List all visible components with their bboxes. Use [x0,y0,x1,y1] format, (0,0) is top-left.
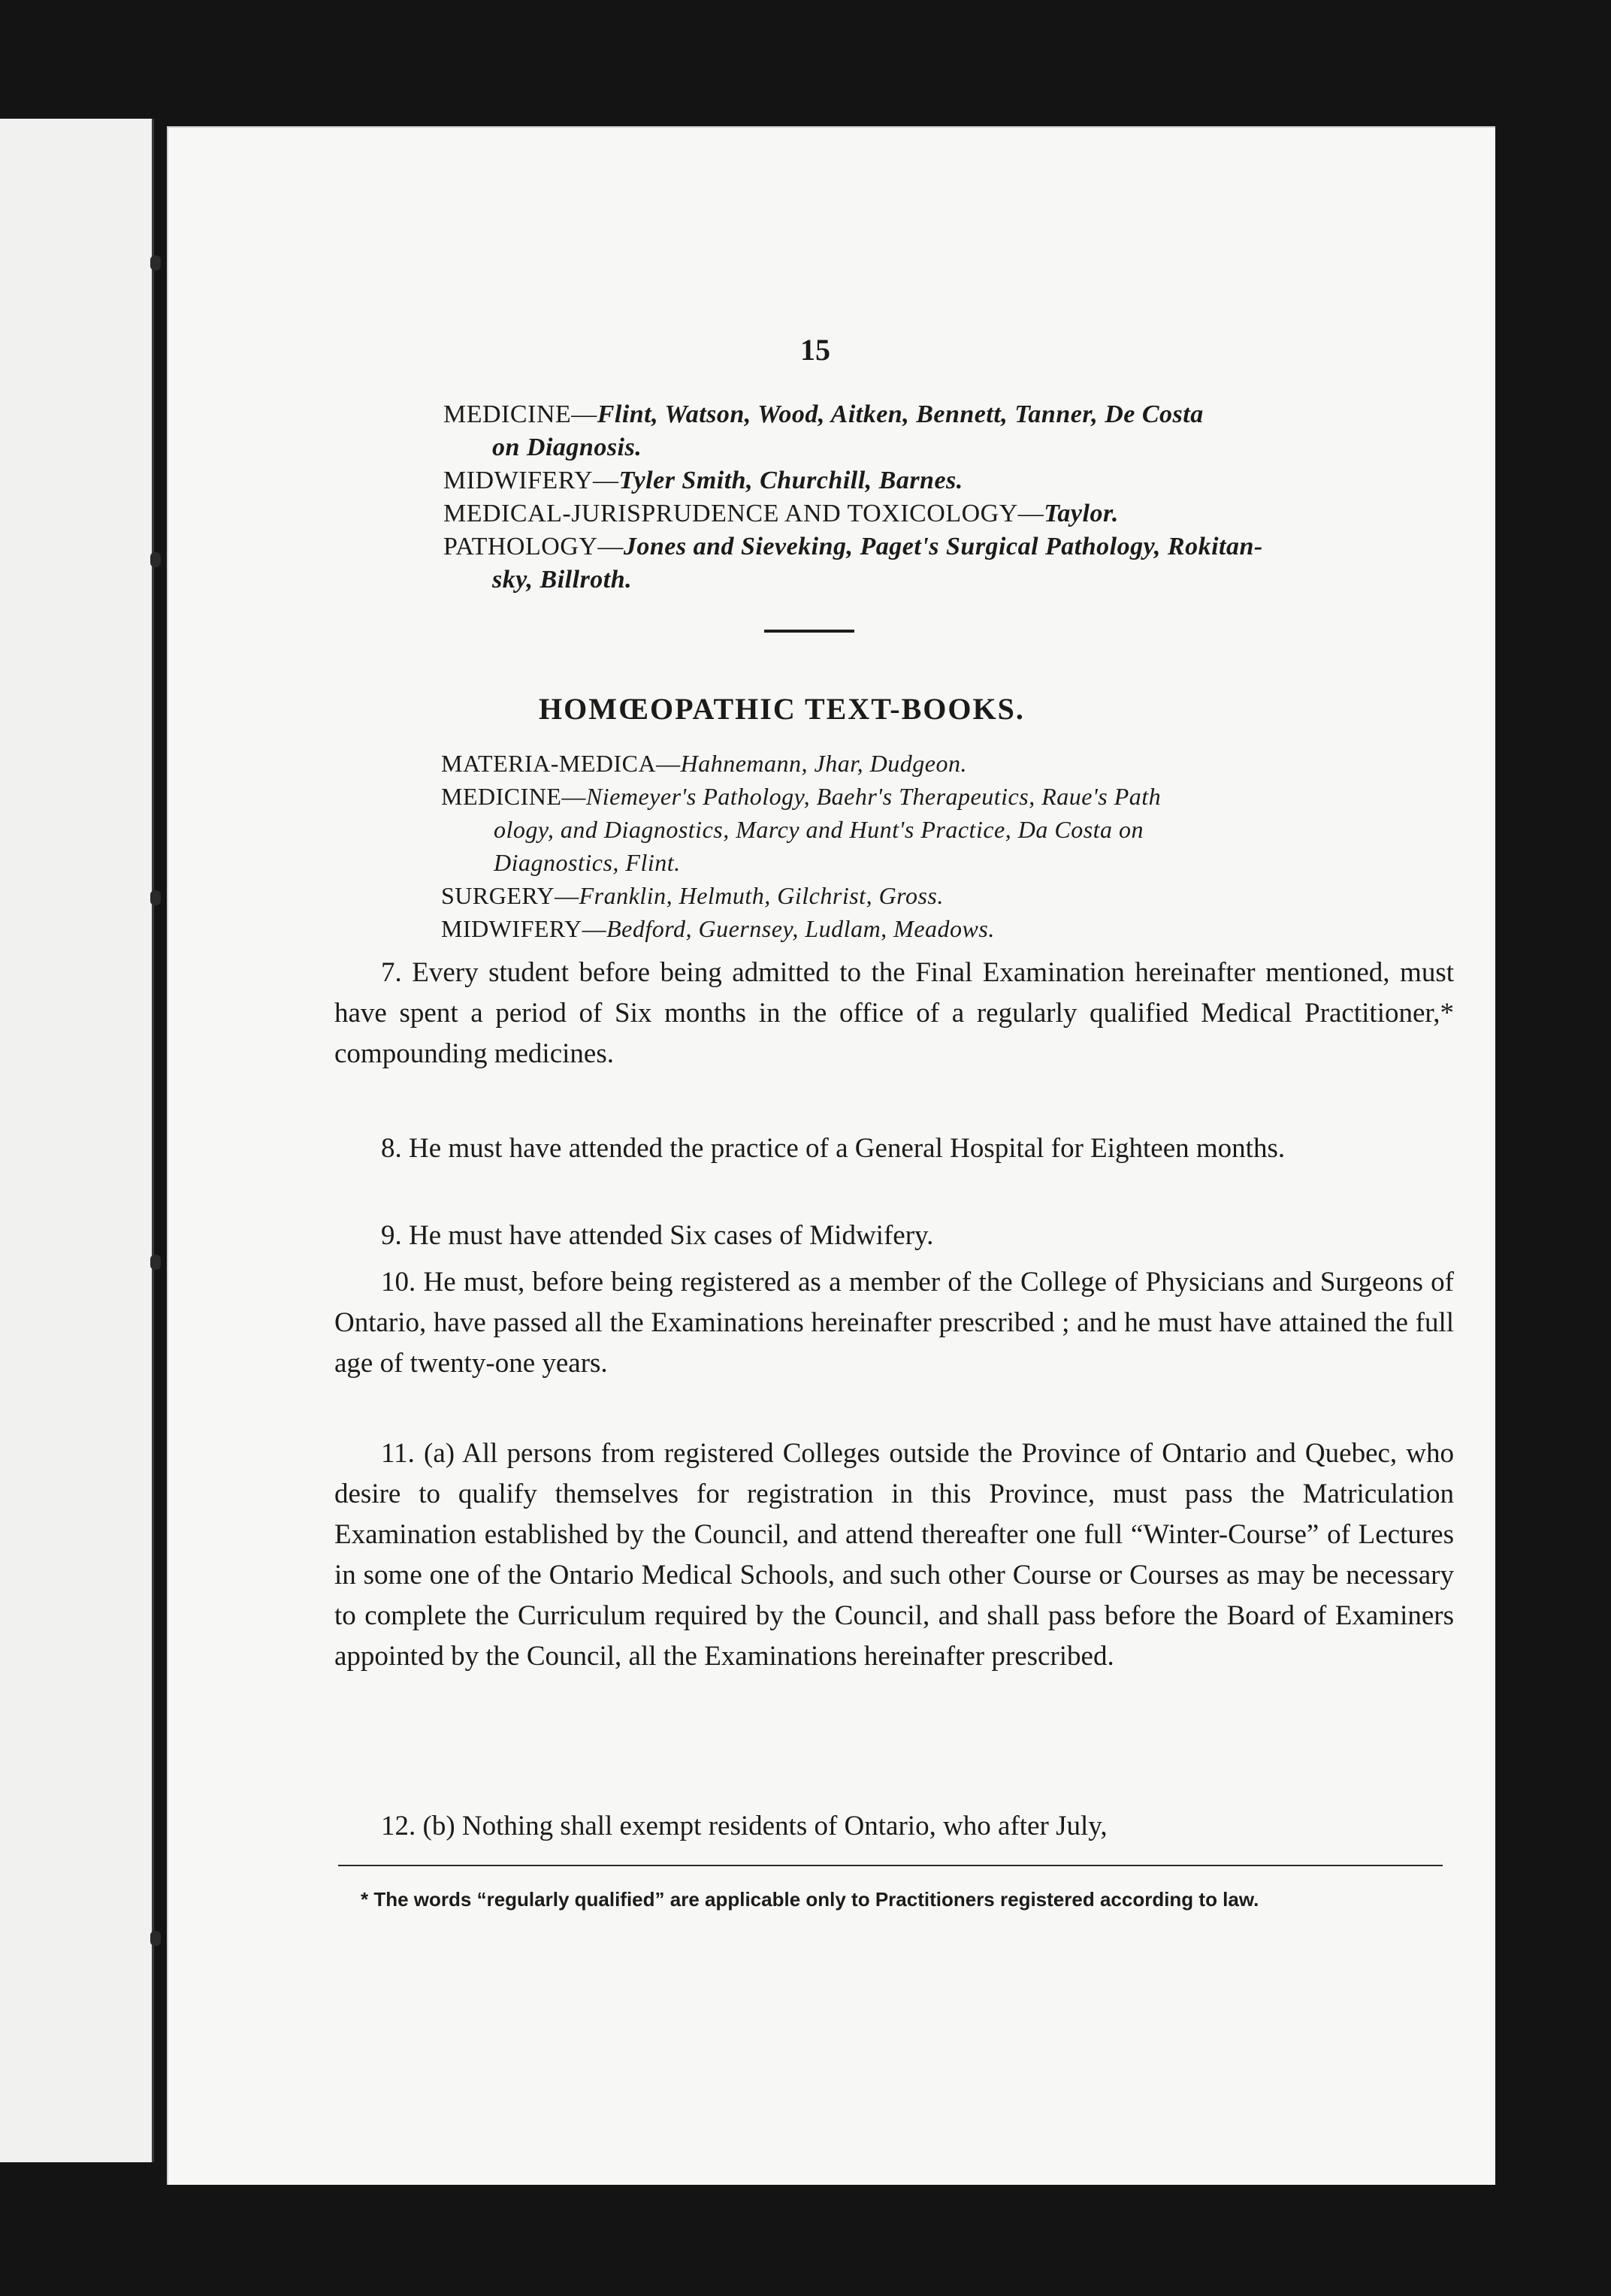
book-list-item [441,780,1161,813]
subject-label: MATERIA-MEDICA— [441,750,681,777]
authors-continued: sky, Billroth. [492,566,633,594]
paragraph [334,1433,1454,1677]
book-list [441,747,1161,945]
book-list-item [441,912,1161,945]
book-list-continuation [441,813,1161,846]
book-list-item [443,464,1263,497]
book-list-continuation [441,846,1161,879]
paragraph-text: 11. (a) All persons from registered Colleges outside the Province of Ontario and Quebec, who desire to qualify themselves for registration in this Province, must pass the Matriculation Examination established by the Council, and attend thereafter one full “Winter-Course” of Lectures in some one of the Ontario Medical Schools, and such other Course or Courses as may be necessary to complete the Curriculum required by the Council, and shall pass before the Board of Examiners appointed by the Council, all the Examinations hereinafter prescribed. [334,1438,1454,1672]
authors: Hahnemann, Jhar, Dudgeon. [680,750,967,777]
paragraph [334,1128,1454,1169]
binding-mark [150,890,161,905]
book-page [167,126,1495,2185]
subject-label: SURGERY— [441,882,579,909]
book-list-continuation [443,431,1263,464]
authors: Franklin, Helmuth, Gilchrist, Gross. [579,882,944,909]
binding-mark [150,552,161,567]
authors: Jones and Sieveking, Paget's Surgical Pathology, Rokitan- [623,533,1263,560]
authors-continued: Diagnostics, Flint. [494,849,681,876]
authors: Taylor. [1044,500,1119,527]
book-list-continuation [443,563,1263,597]
subject-label: PATHOLOGY— [443,533,624,560]
paragraph-text: 9. He must have attended Six cases of Midwifery. [381,1220,934,1251]
paragraph [334,1216,1454,1256]
section-divider [764,630,854,633]
authors: Niemeyer's Pathology, Baehr's Therapeutics, Raue's Path [585,783,1162,810]
book-list-item [443,530,1263,563]
paragraph-text: 10. He must, before being registered as a member of the College of Physicians and Surgeons of Ontario, have passed all the Examinations hereinafter prescribed ; and he must have attained the full age of twenty-one years. [334,1267,1454,1379]
footnote-divider [338,1865,1443,1866]
authors-continued: ology, and Diagnostics, Marcy and Hunt's Practice, Da Costa on [494,816,1144,843]
subject-label: MIDWIFERY— [443,467,619,494]
authors-continued: on Diagnosis. [492,434,642,461]
binding-mark [150,255,161,270]
book-list [443,398,1263,597]
paragraph [334,953,1454,1074]
book-list-item [441,747,1161,780]
paragraph-text: 8. He must have attended the practice of a General Hospital for Eighteen months. [381,1133,1286,1164]
footnote-text: * The words “regularly qualified” are applicable only to Practitioners registered according to law. [361,1888,1259,1911]
paragraph [334,1262,1454,1384]
footnote [338,1886,1458,1913]
authors: Flint, Watson, Wood, Aitken, Bennett, Tanner, De Costa [597,400,1204,428]
book-list-item [441,879,1161,912]
paragraph-text: 12. (b) Nothing shall exempt residents of Ontario, who after July, [381,1811,1108,1841]
page-number: 15 [800,333,830,367]
book-list-item [443,497,1263,530]
binding-mark [150,1255,161,1270]
binding-mark [150,1931,161,1946]
subject-label: MEDICAL-JURISPRUDENCE AND TOXICOLOGY— [443,500,1044,527]
authors: Bedford, Guernsey, Ludlam, Meadows. [606,915,995,942]
subject-label: MEDICINE— [443,400,597,428]
previous-page-edge [0,119,154,2162]
subject-label: MEDICINE— [441,783,586,810]
book-list-item [443,398,1263,431]
paragraph [334,1806,1454,1847]
section-heading: HOMŒOPATHIC TEXT-BOOKS. [539,692,1025,726]
paragraph-text: 7. Every student before being admitted to the Final Examination hereinafter mentioned, must have spent a period of Six months in the office of a regularly qualified Medical Practitioner,* compounding medicines. [334,957,1454,1069]
authors: Tyler Smith, Churchill, Barnes. [618,467,963,494]
subject-label: MIDWIFERY— [441,915,607,942]
